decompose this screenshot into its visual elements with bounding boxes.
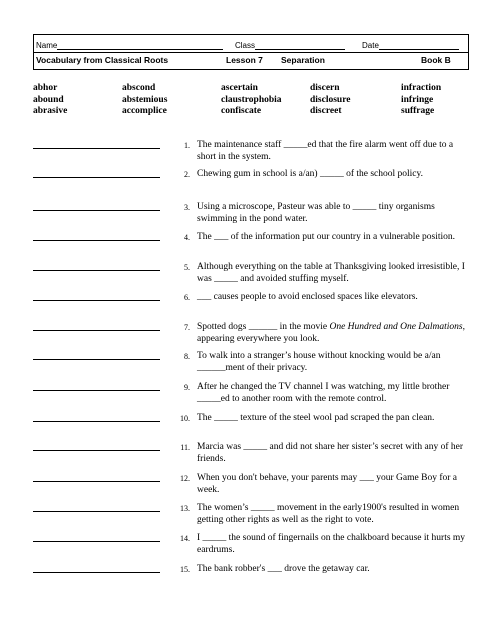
- word-bank-word: confiscate: [221, 106, 262, 116]
- question-text: The bank robber's ___ drove the getaway car.: [197, 564, 370, 574]
- word-bank-word: abstemious: [122, 94, 168, 105]
- answer-blank[interactable]: [33, 240, 160, 241]
- word-bank-word: discern: [310, 83, 340, 93]
- question-text: After he changed the TV channel I was watching, my little brother _____ed to another room with the remote control.: [197, 382, 450, 404]
- answer-blank[interactable]: [33, 177, 160, 178]
- question-text: To walk into a stranger’s house without knocking would be a/an ______ment of their privacy.: [197, 351, 441, 373]
- question-number: 14.: [180, 534, 190, 543]
- word-bank: [33, 83, 473, 123]
- question-number: 10.: [180, 414, 190, 423]
- question-number: 4.: [184, 233, 190, 242]
- question-number: 9.: [184, 383, 190, 392]
- date-field[interactable]: [362, 41, 379, 50]
- question-text: The women’s _____ movement in the early1900's resulted in women getting other rights as well as the right to vote.: [197, 503, 460, 525]
- header-box: [33, 34, 469, 70]
- word-bank-column: [221, 83, 282, 118]
- word-bank-word: disclosure: [310, 94, 351, 105]
- answer-blank[interactable]: [33, 450, 160, 451]
- class-field[interactable]: [235, 41, 255, 50]
- answer-blank[interactable]: [33, 300, 160, 301]
- answer-blank[interactable]: [33, 210, 160, 211]
- question-text: The _____ texture of the steel wool pad scraped the pan clean.: [197, 413, 435, 423]
- question-text-end: , appearing everywhere you look.: [197, 322, 466, 344]
- answer-blank[interactable]: [33, 511, 160, 512]
- title-row: [36, 55, 464, 67]
- question-text: [197, 322, 474, 345]
- word-bank-column: [122, 83, 167, 118]
- word-bank-word: discreet: [310, 106, 342, 116]
- question-number: 1.: [184, 141, 190, 150]
- question-text: Marcia was _____ and did not share her sister’s secret with any of her friends.: [197, 442, 464, 464]
- question-text: ___ causes people to avoid enclosed spaces like elevators.: [197, 292, 418, 302]
- worksheet-title: Vocabulary from Classical Roots: [36, 55, 169, 65]
- answer-blank[interactable]: [33, 572, 160, 573]
- topic-label: Separation: [281, 55, 325, 65]
- answer-blank[interactable]: [33, 481, 160, 482]
- answer-blank[interactable]: [33, 390, 160, 391]
- question-number: 8.: [184, 352, 190, 361]
- header-divider: [34, 52, 468, 53]
- word-bank-column: [401, 83, 441, 118]
- word-bank-column: [310, 83, 350, 118]
- answer-blank[interactable]: [33, 270, 160, 271]
- class-label: Class: [235, 41, 256, 50]
- word-bank-word: ascertain: [221, 83, 258, 93]
- question-text: Chewing gum in school is a/an) _____ of the school policy.: [197, 169, 424, 179]
- word-bank-word: abhor: [33, 83, 58, 93]
- question-text-start: Spotted dogs ______ in the movie: [197, 322, 330, 332]
- answer-blank[interactable]: [33, 330, 160, 331]
- word-bank-word: abound: [33, 94, 64, 105]
- word-bank-word: accomplice: [122, 106, 167, 116]
- book-label: Book B: [421, 55, 451, 65]
- name-field[interactable]: [36, 41, 57, 50]
- answer-blank[interactable]: [33, 541, 160, 542]
- word-bank-word: abscond: [122, 83, 156, 93]
- question-text: I _____ the sound of fingernails on the chalkboard because it hurts my eardrums.: [197, 533, 466, 555]
- word-bank-word: infraction: [401, 83, 442, 93]
- word-bank-word: suffrage: [401, 106, 435, 116]
- question-number: 3.: [184, 203, 190, 212]
- question-text: The ___ of the information put our country in a vulnerable position.: [197, 232, 456, 242]
- name-label: Name: [36, 41, 58, 50]
- question-number: 15.: [180, 565, 190, 574]
- word-bank-word: abrasive: [33, 106, 68, 116]
- answer-blank[interactable]: [33, 359, 160, 360]
- answer-blank[interactable]: [33, 421, 160, 422]
- question-text: Using a microscope, Pasteur was able to _____ tiny organisms swimming in the pond water.: [197, 202, 435, 224]
- word-bank-column: [33, 83, 67, 118]
- word-bank-word: claustrophobia: [221, 94, 282, 105]
- word-bank-word: infringe: [401, 94, 434, 105]
- question-text: Although everything on the table at Thanksgiving looked irresistible, I was _____ and avoided stuffing myself.: [197, 262, 465, 284]
- question-number: 13.: [180, 504, 190, 513]
- question-number: 7.: [184, 323, 190, 332]
- question-number: 6.: [184, 293, 190, 302]
- date-label: Date: [362, 41, 379, 50]
- movie-title: One Hundred and One Dalmations: [329, 322, 463, 332]
- lesson-label: Lesson 7: [226, 55, 263, 65]
- question-text: The maintenance staff _____ed that the fire alarm went off due to a short in the system.: [197, 140, 454, 162]
- question-number: 5.: [184, 263, 190, 272]
- question-number: 12.: [180, 474, 190, 483]
- question-text: When you don't behave, your parents may ___ your Game Boy for a week.: [197, 473, 457, 495]
- question-number: 11.: [180, 443, 190, 452]
- question-number: 2.: [184, 170, 190, 179]
- answer-blank[interactable]: [33, 148, 160, 149]
